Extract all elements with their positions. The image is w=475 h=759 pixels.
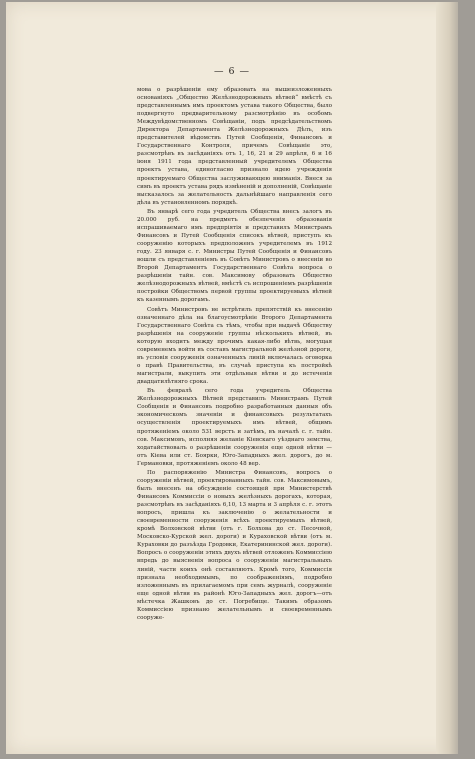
paragraph: Въ январѣ сего года учредитель Общества внесъ залогъ въ 20.000 руб. на предметъ обезпеченія образованія испрашиваемаго имъ предпріятія и представилъ Министрамъ Финансовъ и Путей Сообщенія списокъ вѣтвей, приступъ къ сооруженію которыхъ предположенъ учредителемъ въ 1912 году. 23 января с. г. Министры Путей Сообщенія и Финансовъ вошли съ представленіемъ въ Совѣтъ Министровъ о внесеніи во Второй Департаментъ Государственнаго Совѣта вопроса о разрѣшеніи тайн. сов. Максимову образовать Общество желѣзнодорожныхъ вѣтвей, вмѣстѣ съ испрошеніемъ разрѣшенія постройки Обществомъ первой группы проектируемыхъ вѣтвей къ казеннымъ дорогамъ. [137, 208, 332, 304]
paragraph: Совѣтъ Министровъ не встрѣтилъ препятствій къ внесенію означеннаго дѣла на благоусмотрѣніе Второго Департамента Государственнаго Совѣта съ тѣмъ, чтобы при выдачѣ Обществу разрѣшенія на сооруженіе группы нѣсколькихъ вѣтвей, въ которую входитъ между прочимъ какая-либо вѣтвь, могущая современемъ войти въ составъ магистральной желѣзной дороги, въ условія сооруженія означенныхъ линій включалась оговорка о правѣ Правительства, въ случаѣ приступа къ постройкѣ магистрали, выкупить эти отдѣльныя вѣтви и до истеченія двадцатилѣтняго срока. [137, 306, 332, 386]
page-number: — 6 — [213, 66, 251, 77]
paragraph: Въ февралѣ сего года учредитель Общества Желѣзнодорожныхъ Вѣтвей представилъ Министрамъ Путей Сообщенія и Финансовъ подробно разработанныя данныя объ экономическомъ значеніи и финансовыхъ результатахъ осуществленія проектируемыхъ имъ вѣтвей, общимъ протяженіемъ около 531 верстъ и затѣмъ, въ началѣ с. г. тайн. сов. Максимовъ, исполняя желаніе Кіевскаго уѣзднаго земства, ходатайствовалъ о разрѣшеніи сооруженія еще одной вѣтви —отъ Кіева или ст. Боярки, Юго-Западныхъ жел. дорогъ, до м. Германовки, протяженіемъ около 48 вер. [137, 388, 332, 467]
paragraph: По распоряженію Министра Финансовъ, вопросъ о сооруженіи вѣтвей, проектированныхъ тайн. сов. Максимовымъ, былъ внесенъ на обсужденіе состоящей при Министерствѣ Финансовъ Коммиссіи о новыхъ желѣзныхъ дорогахъ, которая, разсмотрѣвъ въ засѣданіяхъ 6,10, 13 марта и 3 апрѣля с. г. этотъ вопросъ, пришла къ заключенію о желательности и своевременности сооруженія всѣхъ проектируемыхъ вѣтвей, кромѣ Волховской вѣтви (отъ г. Болхова до ст. Песочной, Московско-Курской жел. дороги) и Кураховской вѣтви (отъ м. Кураховки до разъѣзда Гродовки, Екатерининской жел. дороги). Вопросъ о сооруженіи этихъ двухъ вѣтвей отложенъ Коммиссіею впредь до выясненія вопроса о сооруженіи магистральныхъ линій, части коихъ онѣ составляютъ. Кромѣ того, Коммиссія признала необходимымъ, по соображеніямъ, подробно изложеннымъ въ прилагаемомъ при семъ журналѣ, сооруженіе еще одной вѣтви въ районѣ Юго-Западныхъ жел. дорогъ—отъ мѣстечка Жашковъ до ст. Погребище. Такимъ образомъ Коммиссіею признано желательнымъ и своевременнымъ сооруже- [137, 469, 332, 621]
book-page [6, 2, 458, 754]
body-text [137, 86, 332, 623]
page-gutter [436, 2, 458, 754]
paragraph: мова о разрѣшеніи ему образовать на вышеизложенныхъ основаніяхъ „Общество Желѣзнодорожныхъ вѣтвей“ вмѣстѣ съ представленнымъ имъ проектомъ устава такого Общества, было подвергнуто предварительному разсмотрѣнію въ особомъ Междувѣдомственномъ Совѣщаніи, подъ предсѣдательствомъ Директора Департамента Желѣзнодорожныхъ Дѣлъ, изъ представителей вѣдомствъ Путей Сообщенія, Финансовъ и Государственнаго Контроля, причемъ Совѣщаніе это, разсмотрѣвъ въ засѣданіяхъ отъ 1, 16, 21 и 29 апрѣля, 6 и 16 іюня 1911 года представленный учредителемъ Общества проектъ устава, единогласно признало идею учрежденія проектируемаго Общества заслуживающею вниманія. Внеся за симъ въ проектъ устава рядъ измѣненій и дополненій, Совѣщаніе высказалось за желательность дальнѣйшаго направленія сего дѣла въ установленномъ порядкѣ. [137, 87, 332, 206]
